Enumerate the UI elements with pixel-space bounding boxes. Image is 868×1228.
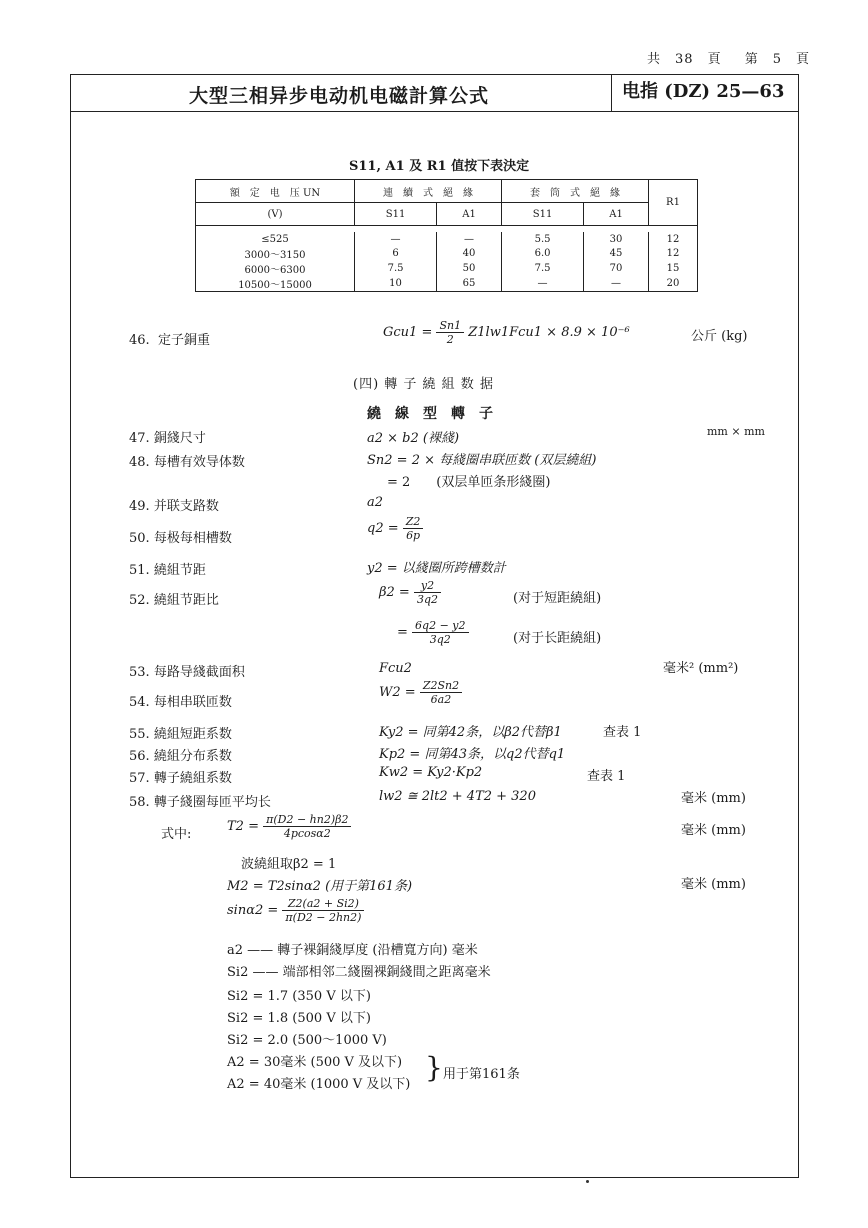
item-55: 55. 繞組短距系数 — [129, 727, 232, 742]
doc-number: 电指 (DZ) 25—63 — [611, 75, 784, 111]
item-47: 47. 銅綫尺寸 — [129, 431, 206, 446]
th-s11-b: S11 — [502, 203, 584, 226]
value-table — [195, 179, 698, 292]
item-54: 54. 每相串联匝数 — [129, 695, 232, 710]
formula-47: a2 × b2 (裸綫) — [367, 431, 460, 446]
formula-t2: T2 = $\frac{\pi(D2 - hn2)\beta 2}{4pcos\alpha 2}$ — [227, 813, 351, 840]
value-si2-2: Si2 = 1.8 (500 V 以下) — [227, 1011, 371, 1026]
unit-46: 公斤 (kg) — [691, 329, 748, 344]
note-52b: (对于长距繞組) — [513, 631, 602, 646]
doc-title: 大型三相异步电动机电磁計算公式 — [189, 85, 490, 107]
item-57: 57. 轉子繞組系数 — [129, 771, 232, 786]
th-voltage: 額 定 电 压 UN — [196, 180, 355, 203]
section-heading: (四) 轉 子 繞 組 数 据 — [353, 377, 494, 392]
th-a1-b: A1 — [584, 203, 649, 226]
table-row: ≤525 — — 5.5 30 12 — [196, 232, 698, 246]
th-unit: (V) — [196, 203, 355, 226]
def-si2: Si2 —— 端部相邻二綫圈裸銅綫間之距离毫米 — [227, 965, 491, 980]
table-row: 6000～6300 7.5 50 7.5 70 15 — [196, 261, 698, 276]
item-52: 52. 繞組节距比 — [129, 593, 219, 608]
formula-57: Kw2 = Ky2·Kp2 — [379, 765, 483, 780]
th-continuous: 連 續 式 絕 緣 — [355, 180, 502, 203]
formula-48b: = 2 (双层单匝条形綫圈) — [387, 475, 551, 490]
page-number: 第 5 頁 — [744, 52, 810, 67]
formula-51: y2 = 以綫圈所跨槽数計 — [367, 561, 506, 576]
formula-52a: β2 = $\frac{y2}{3q2}$ — [379, 579, 441, 606]
formula-53: Fcu2 — [379, 661, 412, 676]
item-48: 48. 每槽有效导体数 — [129, 455, 245, 470]
where-label: 式中: — [161, 827, 192, 842]
th-r1: R1 — [649, 180, 698, 226]
item-56: 56. 繞組分布系数 — [129, 749, 232, 764]
unit-t2: 毫米 (mm) — [681, 823, 746, 838]
ref-55: 查表 1 — [603, 725, 642, 740]
value-a2-1: A2 = 30毫米 (500 V 及以下) — [227, 1055, 403, 1070]
formula-46: Gcu1 = $\frac{Sn1}{2}$ Z1lw1Fcu1 × 8.9 × 10⁻⁶ — [383, 319, 630, 346]
formula-50: q2 = $\frac{Z2}{6p}$ — [367, 515, 423, 542]
formula-56: Kp2 = 同第43条，以q2代替q1 — [379, 747, 566, 762]
item-51: 51. 繞組节距 — [129, 563, 206, 578]
formula-55: Ky2 = 同第42条，以β2代替β1 — [379, 725, 562, 740]
formula-m2: M2 = T2sinα2 (用于第161条) — [227, 879, 413, 894]
value-si2-1: Si2 = 1.7 (350 V 以下) — [227, 989, 371, 1004]
item-46: 46. 定子銅重 — [129, 333, 210, 348]
th-a1-a: A1 — [437, 203, 502, 226]
beta-note: 波繞組取β2 = 1 — [241, 857, 337, 872]
page-header — [629, 48, 810, 67]
table-row: 3000～3150 6 40 6.0 45 12 — [196, 246, 698, 261]
item-50: 50. 每极每相槽数 — [129, 531, 232, 546]
unit-58: 毫米 (mm) — [681, 791, 746, 806]
formula-48: Sn2 = 2 × 每綫圈串联匝数 (双层繞組) — [367, 453, 597, 468]
item-53: 53. 每路导綫截面积 — [129, 665, 245, 680]
title-bar — [71, 75, 798, 112]
formula-54: W2 = $\frac{Z2Sn2}{6a2}$ — [379, 679, 462, 706]
th-sleeve: 套 筒 式 絕 緣 — [502, 180, 649, 203]
note-52a: (对于短距繞組) — [513, 591, 602, 606]
page-total: 共 38 頁 — [647, 52, 722, 67]
document-frame — [70, 74, 799, 1178]
brace-note: 用于第161条 — [443, 1067, 520, 1082]
brace: } — [425, 1051, 443, 1084]
unit-47: mm × mm — [707, 425, 765, 438]
th-s11-a: S11 — [355, 203, 437, 226]
ref-57: 查表 1 — [587, 769, 626, 784]
value-a2-2: A2 = 40毫米 (1000 V 及以下) — [227, 1077, 411, 1092]
formula-49: a2 — [367, 495, 384, 510]
formula-52b: = $\frac{6q2 - y2}{3q2}$ — [397, 619, 469, 646]
section-subheading: 繞 線 型 轉 子 — [367, 406, 493, 422]
unit-m2: 毫米 (mm) — [681, 877, 746, 892]
formula-58: lw2 ≅ 2lt2 + 4T2 + 320 — [379, 789, 536, 804]
item-49: 49. 并联支路数 — [129, 499, 219, 514]
item-58: 58. 轉子綫圈每匝平均长 — [129, 795, 271, 810]
def-a2: a2 —— 轉子裸銅綫厚度 (沿槽寬方向) 毫米 — [227, 943, 478, 958]
scan-speck — [586, 1180, 589, 1183]
formula-sin: sinα2 = $\frac{Z2(a2 + Si2)}{\pi(D2 - 2hn2)}$ — [227, 897, 364, 924]
unit-53: 毫米² (mm²) — [663, 661, 739, 676]
table-caption: S11, A1 及 R1 值按下表決定 — [349, 159, 530, 174]
table-row: 10500～15000 10 65 — — 20 — [196, 276, 698, 292]
value-si2-3: Si2 = 2.0 (500～1000 V) — [227, 1033, 387, 1048]
